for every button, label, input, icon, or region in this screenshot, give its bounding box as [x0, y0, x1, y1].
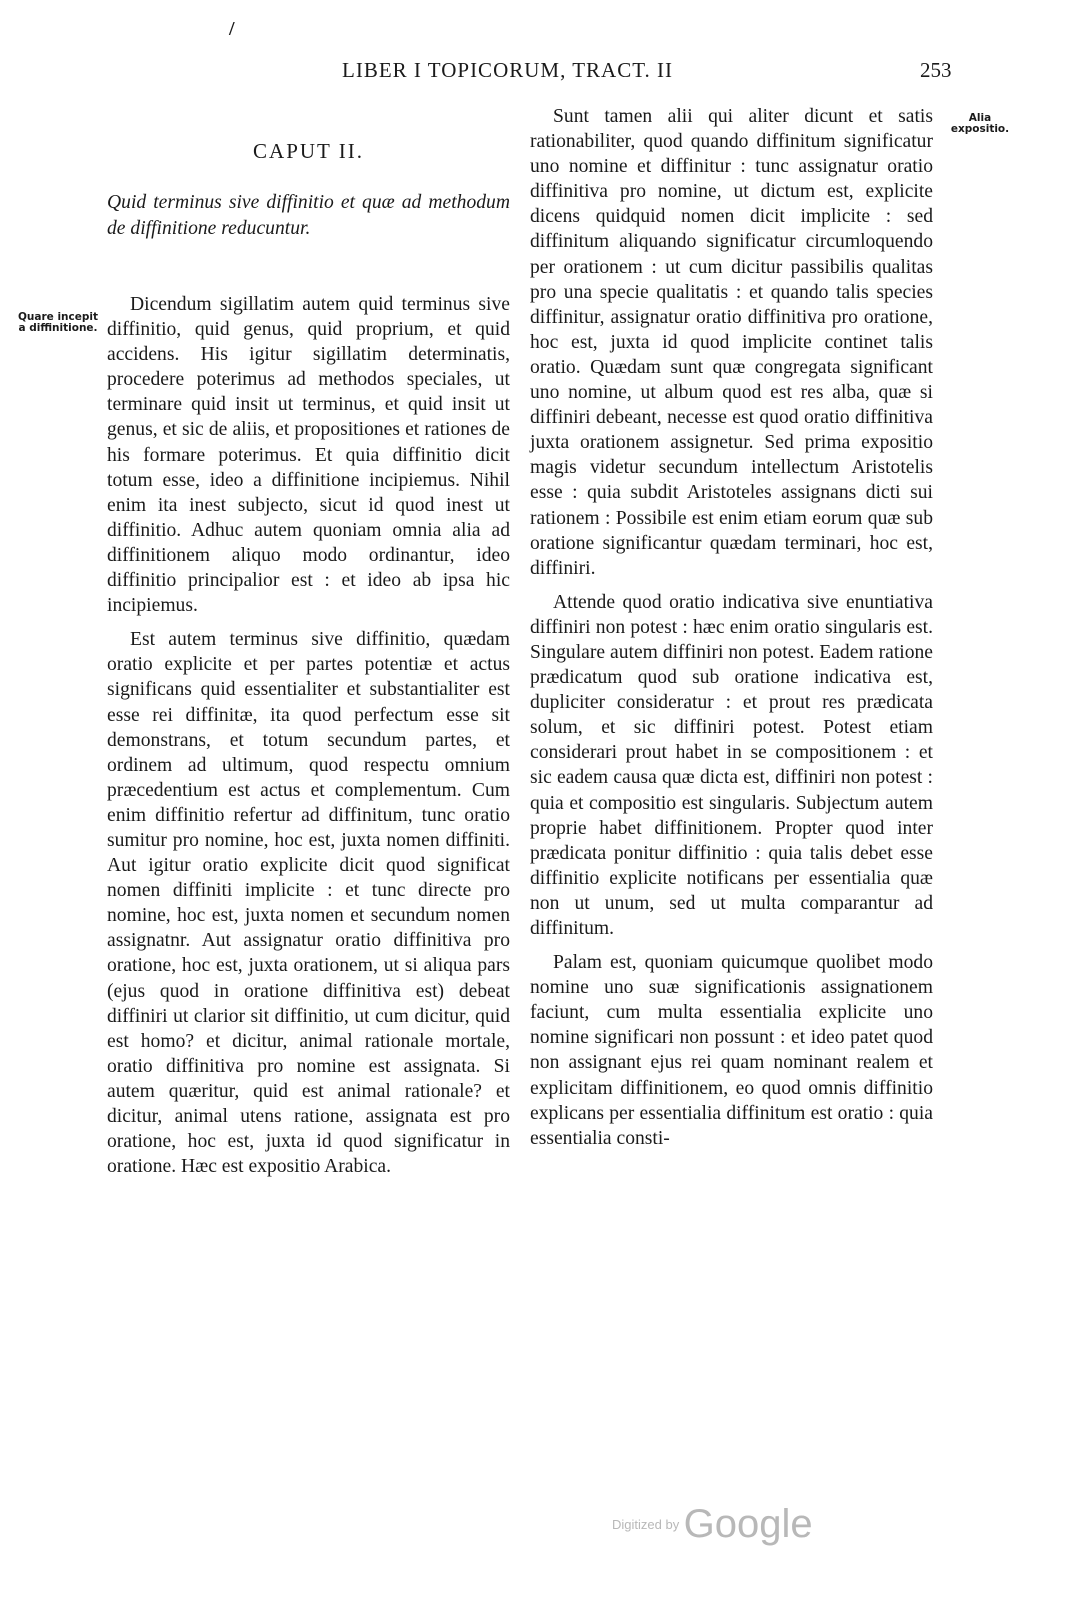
- running-title: LIBER I TOPICORUM, TRACT. II: [342, 58, 673, 82]
- right-paragraph-3: Palam est, quoniam quicumque quolibet modo nomine uno suæ significationis assignationem faciunt, cum multa essentialia explicite uno nomine significari non possunt : et ideo patet quod non assignant ejus rei quam nominant realem et explicitam diffinitionem, eo quod omnis diffinitio explicans per essentialia diffinitum est oratio : quia essentialia consti-: [530, 952, 933, 1149]
- margin-note-right: Alia expositio.: [950, 112, 1010, 135]
- page-number: 253: [920, 58, 952, 82]
- google-logo: Google: [683, 1502, 813, 1546]
- digitized-by-google-watermark: [612, 1502, 813, 1547]
- digitized-by-text: Digitized by: [612, 1517, 680, 1532]
- stray-mark: /: [229, 18, 235, 40]
- margin-note-left: Quare incepit a diffinitione.: [18, 311, 98, 334]
- left-column: [107, 292, 510, 1179]
- right-column: [530, 104, 933, 1151]
- left-paragraph-1: Dicendum sigillatim autem quid terminus sive diffinitio, quid genus, quid proprium, et quid accidens. His igitur sigillatim determinatis, procedere poterimus ad methodos speciales, ut terminare quid insit ut terminus, et quid insit ut genus, et sic de aliis, et propositiones et rationes de his formare poterimus. Et quia diffinitio dicit totum esse, ideo a diffinitione incipiemus. Nihil enim ita inest subjecto, sicut id quod inest ut diffinitio. Adhuc autem quoniam omnia alia ad diffinitionem aliquo modo ordinantur, ideo diffinitio principalior est : et ideo ab ipsa hic incipiemus.: [107, 294, 510, 617]
- chapter-subtitle: Quid terminus sive diffinitio et quæ ad methodum de diffinitione reducuntur.: [107, 192, 510, 239]
- right-paragraph-2: Attende quod oratio indicativa sive enuntiativa diffiniri non potest : hæc enim oratio singularis est. Singulare autem diffiniri non potest. Eadem ratione prædicatum quod sub oratione indicativa est, dupliciter consideratur : et prout res prædicata solum, et sic diffiniri potest. Potest etiam considerari prout habet in se compositionem : et sic eadem causa quæ dicta est, diffiniri non potest : quia et compositio est singularis. Subjectum autem proprie habet diffinitionem. Propter quod inter prædicata ponitur diffinitio : quia talis debet esse diffinitio explicite notificans per essentialia quæ non ut unum, sed ut multa comparantur ad diffinitum.: [530, 591, 933, 939]
- chapter-heading: CAPUT II.: [253, 139, 364, 163]
- left-paragraph-2: Est autem terminus sive diffinitio, quædam oratio explicite et per partes potentiæ et actus significans quid essentialiter et substantialiter est esse rei diffinitæ, ita quod perfectum esse sit demonstrans, et totum secundum partes, et ordinem ad ultimum, quod respectu omnium præcedentium est actus et complementum. Cum enim diffinitio refertur ad diffinitum, tunc oratio sumitur pro nomine, hoc est, juxta nomen diffiniti. Aut igitur oratio explicite dicit quod significat nomen diffiniti implicite : et tunc directe pro nomine, hoc est, juxta nomen et secundum nomen assignatnr. Aut assignatur oratio diffinitiva pro oratione, hoc est, juxta orationem, ut si aliqua pars (ejus quod in oratione diffinitiva est) debeat diffiniri ut clarior sit diffinitio, ut cum dicitur, quid est homo? et dicitur, animal rationale mortale, oratio diffinitiva pro nomine est assignata. Si autem quæritur, quid est animal rationale? et dicitur, animal utens ratione, assignata est pro oratione, hoc est, juxta id quod significatur in oratione. Hæc est expositio Arabica.: [107, 629, 510, 1178]
- right-paragraph-1: Sunt tamen alii qui aliter dicunt et satis rationabiliter, quod quando diffinitum significatur uno nomine et diffinitur : tunc assignatur oratio diffinitiva pro nomine, ut dictum est, explicite dicens quidquid nomen dicit implicite : sed diffinitum aliquando significatur circumloquendo per orationem : ut cum dicitur passibilis qualitas pro una specie qualitatis : et quando talis species diffinitur, assignatur oratio diffinitiva pro oratione, hoc est, juxta id quod implicite continet talis oratio. Quædam sunt quæ congregata significant uno nomine, ut album quod est res alba, quæ si diffiniri debeant, necesse est quod oratio diffinitiva juxta orationem assignetur. Sed prima expositio magis videtur secundum intellectum Aristotelis esse : quia subdit Aristoteles assignans dicti sui rationem : Possibile est enim etiam eorum quæ sub oratione significantur quædam terminari, hoc est, diffiniri.: [530, 106, 933, 579]
